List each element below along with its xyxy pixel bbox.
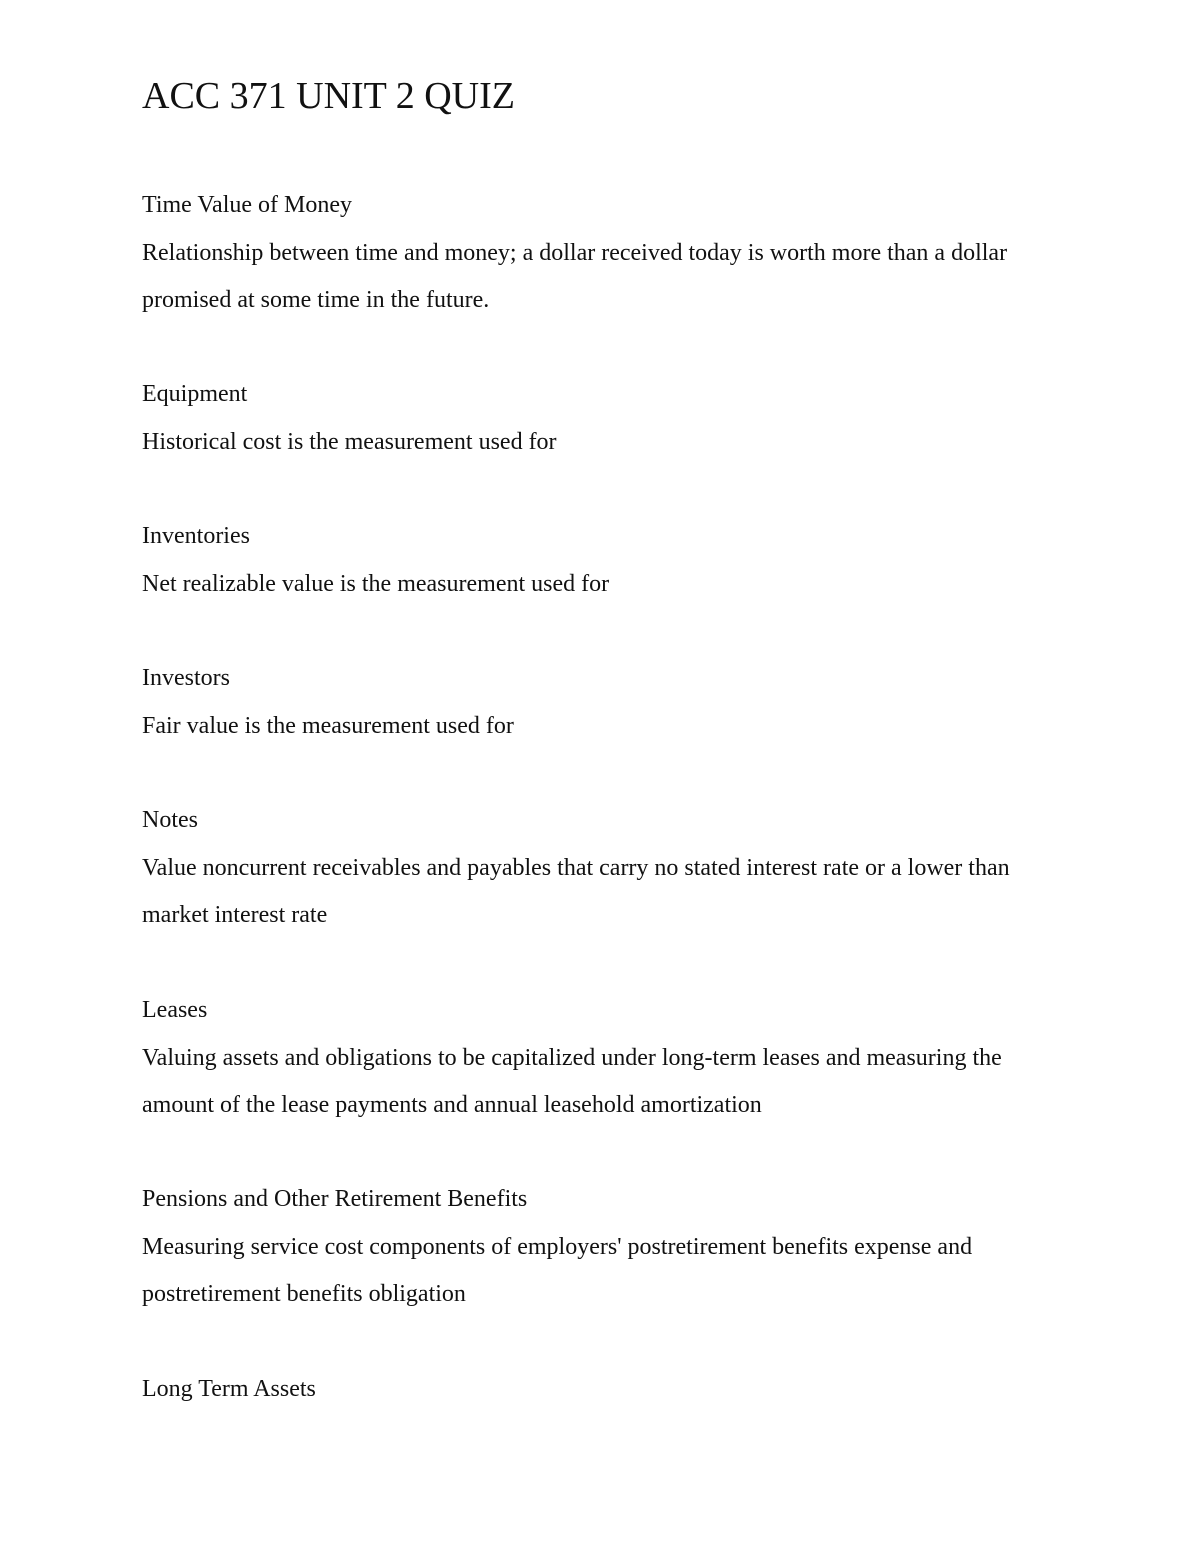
entry-definition: Net realizable value is the measurement used for xyxy=(142,570,610,597)
entry-equipment xyxy=(142,371,1062,466)
entry-term: Investors xyxy=(142,665,230,691)
entry-pensions xyxy=(142,1176,1062,1319)
entry-definition: Relationship between time and money; a dollar received today is worth more than a dollar promised at some time in the future. xyxy=(142,239,1008,313)
entry-notes xyxy=(142,797,1062,940)
entry-long-term-assets xyxy=(142,1366,1062,1414)
entry-term: Notes xyxy=(142,807,198,833)
entry-definition: Valuing assets and obligations to be capitalized under long-term leases and measuring the amount of the lease payments and annual leasehold amortization xyxy=(142,1044,1002,1118)
entry-term: Time Value of Money xyxy=(142,192,352,218)
entry-investors xyxy=(142,655,1062,750)
entry-inventories xyxy=(142,513,1062,608)
entry-term: Inventories xyxy=(142,523,250,549)
entry-time-value-of-money xyxy=(142,182,1062,325)
entry-definition: Measuring service cost components of employers' postretirement benefits expense and postretirement benefits obligation xyxy=(142,1233,973,1307)
entry-term: Equipment xyxy=(142,381,248,407)
entry-term: Pensions and Other Retirement Benefits xyxy=(142,1186,528,1212)
entry-definition: Value noncurrent receivables and payables that carry no stated interest rate or a lower than market interest rate xyxy=(142,854,1010,928)
document-title: ACC 371 UNIT 2 QUIZ xyxy=(142,75,515,117)
entry-leases xyxy=(142,987,1062,1130)
entry-definition: Fair value is the measurement used for xyxy=(142,712,514,739)
entry-term: Long Term Assets xyxy=(142,1376,316,1402)
entry-definition: Historical cost is the measurement used for xyxy=(142,428,557,455)
entry-term: Leases xyxy=(142,997,208,1023)
